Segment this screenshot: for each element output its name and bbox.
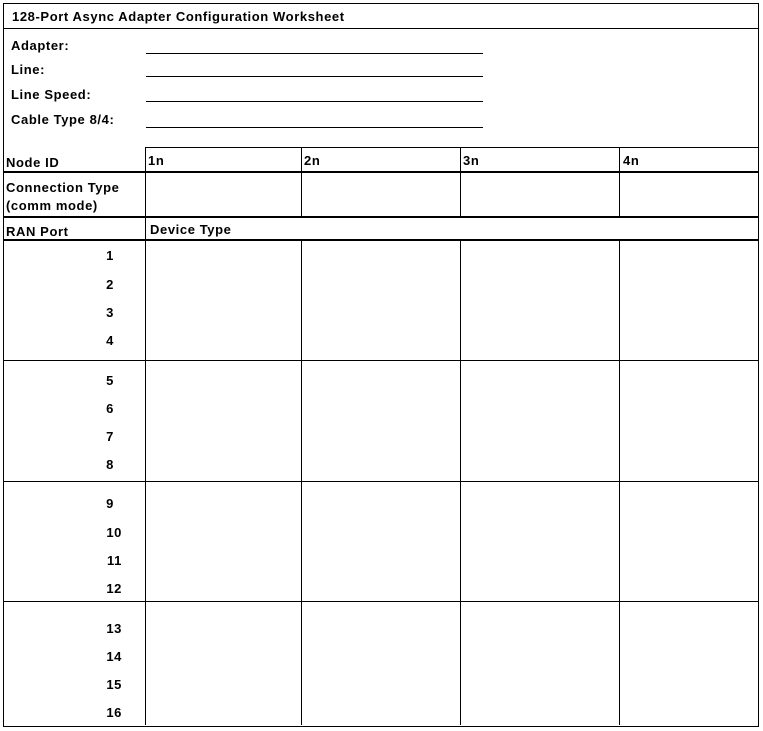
adapter-field[interactable] — [146, 53, 483, 54]
connection-type-cell-2n[interactable] — [301, 173, 460, 216]
worksheet-title: 128-Port Async Adapter Configuration Worksheet — [12, 9, 345, 24]
node-row-top-line — [145, 147, 758, 148]
device-type-cell[interactable] — [146, 241, 301, 360]
device-type-cell[interactable] — [302, 361, 460, 481]
line-speed-label: Line Speed: — [11, 87, 92, 102]
cable-type-field[interactable] — [146, 127, 483, 128]
ran-port-number: 1 — [106, 248, 114, 263]
node-column-1n: 1n — [148, 153, 165, 168]
node-column-2n: 2n — [304, 153, 321, 168]
connection-row-bottom-rule — [3, 216, 759, 218]
device-type-cell[interactable] — [146, 602, 301, 725]
device-type-cell[interactable] — [461, 241, 619, 360]
cable-type-label: Cable Type 8/4: — [11, 112, 115, 127]
line-speed-field[interactable] — [146, 101, 483, 102]
device-type-cell[interactable] — [461, 482, 619, 601]
device-type-cell[interactable] — [461, 361, 619, 481]
device-type-cell[interactable] — [146, 482, 301, 601]
connection-type-cell-3n[interactable] — [460, 173, 619, 216]
connection-type-cell-1n[interactable] — [145, 173, 301, 216]
device-type-cell[interactable] — [620, 241, 758, 360]
line-field[interactable] — [146, 76, 483, 77]
node-id-label: Node ID — [6, 155, 60, 170]
ran-port-number: 10 — [106, 525, 122, 540]
ran-port-number: 16 — [106, 705, 122, 720]
ran-port-label: RAN Port — [6, 224, 69, 239]
line-label: Line: — [11, 62, 46, 77]
device-type-cell[interactable] — [461, 602, 619, 725]
ran-port-number: 9 — [106, 496, 114, 511]
ran-port-number: 2 — [106, 277, 114, 292]
ran-port-number: 4 — [106, 333, 114, 348]
device-type-cell[interactable] — [146, 361, 301, 481]
column-separator-4 — [619, 147, 620, 216]
ran-port-number: 12 — [106, 581, 122, 596]
device-type-cell[interactable] — [302, 602, 460, 725]
ran-port-number: 15 — [106, 677, 122, 692]
column-separator-3 — [460, 147, 461, 216]
adapter-label: Adapter: — [11, 38, 70, 53]
connection-type-cell-4n[interactable] — [619, 173, 758, 216]
device-type-cell[interactable] — [620, 602, 758, 725]
comm-mode-label: (comm mode) — [6, 198, 98, 213]
ran-port-number: 7 — [106, 429, 114, 444]
ran-port-number: 11 — [107, 553, 122, 568]
device-type-label: Device Type — [150, 222, 232, 237]
device-type-cell[interactable] — [620, 361, 758, 481]
ran-port-number: 13 — [106, 621, 122, 636]
device-type-cell[interactable] — [620, 482, 758, 601]
column-separator-2 — [301, 147, 302, 216]
connection-type-label: Connection Type — [6, 180, 120, 195]
ran-port-number: 6 — [106, 401, 114, 416]
ran-port-number: 14 — [106, 649, 122, 664]
node-column-3n: 3n — [463, 153, 480, 168]
device-type-cell[interactable] — [302, 241, 460, 360]
ran-port-number: 3 — [106, 305, 114, 320]
node-column-4n: 4n — [623, 153, 640, 168]
ran-port-number: 5 — [106, 373, 114, 388]
device-type-cell[interactable] — [302, 482, 460, 601]
ran-port-number: 8 — [106, 457, 114, 472]
title-divider — [3, 28, 759, 29]
